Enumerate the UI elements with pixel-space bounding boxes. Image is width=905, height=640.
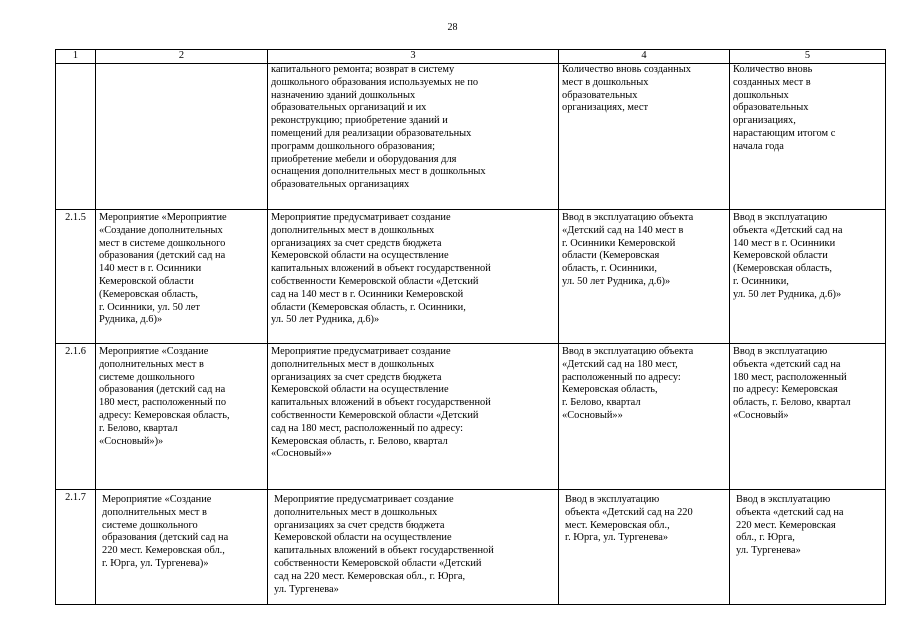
- table-row: [56, 64, 886, 210]
- event-name-cell: Мероприятие «Мероприятие «Создание дополнительных мест в системе дошкольного образования (детский сад на 140 мест в г. Осинники Кемеровской области (Кемеровская область, г. Осинники, ул. 50 лет Рудника, д.6)»: [96, 210, 268, 344]
- event-name-cell: [96, 64, 268, 210]
- row-number: 2.1.7: [56, 490, 96, 605]
- table-row: [56, 210, 886, 344]
- column-header-3: 3: [268, 50, 559, 64]
- page-number: 28: [447, 22, 458, 33]
- column-header-2: 2: [96, 50, 268, 64]
- row-number: 2.1.6: [56, 344, 96, 490]
- table-header-row: [56, 50, 886, 64]
- result-cell: Количество вновь созданных мест в дошкольных образовательных организациях, нарастающим итогом с начала года: [730, 64, 886, 210]
- column-header-4: 4: [559, 50, 730, 64]
- event-description-cell: Мероприятие предусматривает создание дополнительных мест в дошкольных организациях за счет средств бюджета Кемеровской области на осуществление капитальных вложений в объект государственной собственности Кемеровской области «Детский сад на 220 мест. Кемеровская обл., г. Юрга, ул. Тургенева»: [268, 490, 559, 605]
- column-header-5: 5: [730, 50, 886, 64]
- event-description-cell: Мероприятие предусматривает создание дополнительных мест в дошкольных организациях за счет средств бюджета Кемеровской области на осуществление капитальных вложений в объект государственной собственности Кемеровской области «Детский сад на 180 мест, расположенный по адресу: Кемеровская область, г. Белово, квартал «Сосновый»»: [268, 344, 559, 490]
- event-name-cell: Мероприятие «Создание дополнительных мест в системе дошкольного образования (детский сад на 180 мест, расположенный по адресу: Кемеровская область, г. Белово, квартал «Сосновый»)»: [96, 344, 268, 490]
- result-cell: Ввод в эксплуатацию объекта «детский сад на 220 мест. Кемеровская обл., г. Юрга, ул. Тургенева»: [730, 490, 886, 605]
- indicator-cell: Ввод в эксплуатацию объекта «Детский сад на 140 мест в г. Осинники Кемеровской области (Кемеровская область, г. Осинники, ул. 50 лет Рудника, д.6)»: [559, 210, 730, 344]
- row-number: 2.1.5: [56, 210, 96, 344]
- event-name-cell: Мероприятие «Создание дополнительных мест в системе дошкольного образования (детский сад на 220 мест. Кемеровская обл., г. Юрга, ул. Тургенева)»: [96, 490, 268, 605]
- activities-table: [55, 49, 886, 605]
- event-description-cell: Мероприятие предусматривает создание дополнительных мест в дошкольных организациях за счет средств бюджета Кемеровской области на осуществление капитальных вложений в объект государственной собственности Кемеровской области «Детский сад на 140 мест в г. Осинники Кемеровской области (Кемеровская область, г. Осинники, ул. 50 лет Рудника, д.6)»: [268, 210, 559, 344]
- column-header-1: 1: [56, 50, 96, 64]
- row-number: [56, 64, 96, 210]
- result-cell: Ввод в эксплуатацию объекта «Детский сад на 140 мест в г. Осинники Кемеровской области (Кемеровская область, г. Осинники, ул. 50 лет Рудника, д.6)»: [730, 210, 886, 344]
- indicator-cell: Ввод в эксплуатацию объекта «Детский сад на 180 мест, расположенный по адресу: Кемеровская область, г. Белово, квартал «Сосновый»»: [559, 344, 730, 490]
- event-description-cell: капитального ремонта; возврат в систему дошкольного образования используемых не по назначению зданий дошкольных образовательных организаций и их реконструкцию; приобретение зданий и помещений для реализации образовательных программ дошкольного образования; приобретение мебели и оборудования для оснащения дополнительных мест в дошкольных образовательных организациях: [268, 64, 559, 210]
- indicator-cell: Количество вновь созданных мест в дошкольных образовательных организациях, мест: [559, 64, 730, 210]
- table-row: [56, 344, 886, 490]
- indicator-cell: Ввод в эксплуатацию объекта «Детский сад на 220 мест. Кемеровская обл., г. Юрга, ул. Тургенева»: [559, 490, 730, 605]
- table-row: [56, 490, 886, 605]
- result-cell: Ввод в эксплуатацию объекта «детский сад на 180 мест, расположенный по адресу: Кемеровская область, г. Белово, квартал «Сосновый»: [730, 344, 886, 490]
